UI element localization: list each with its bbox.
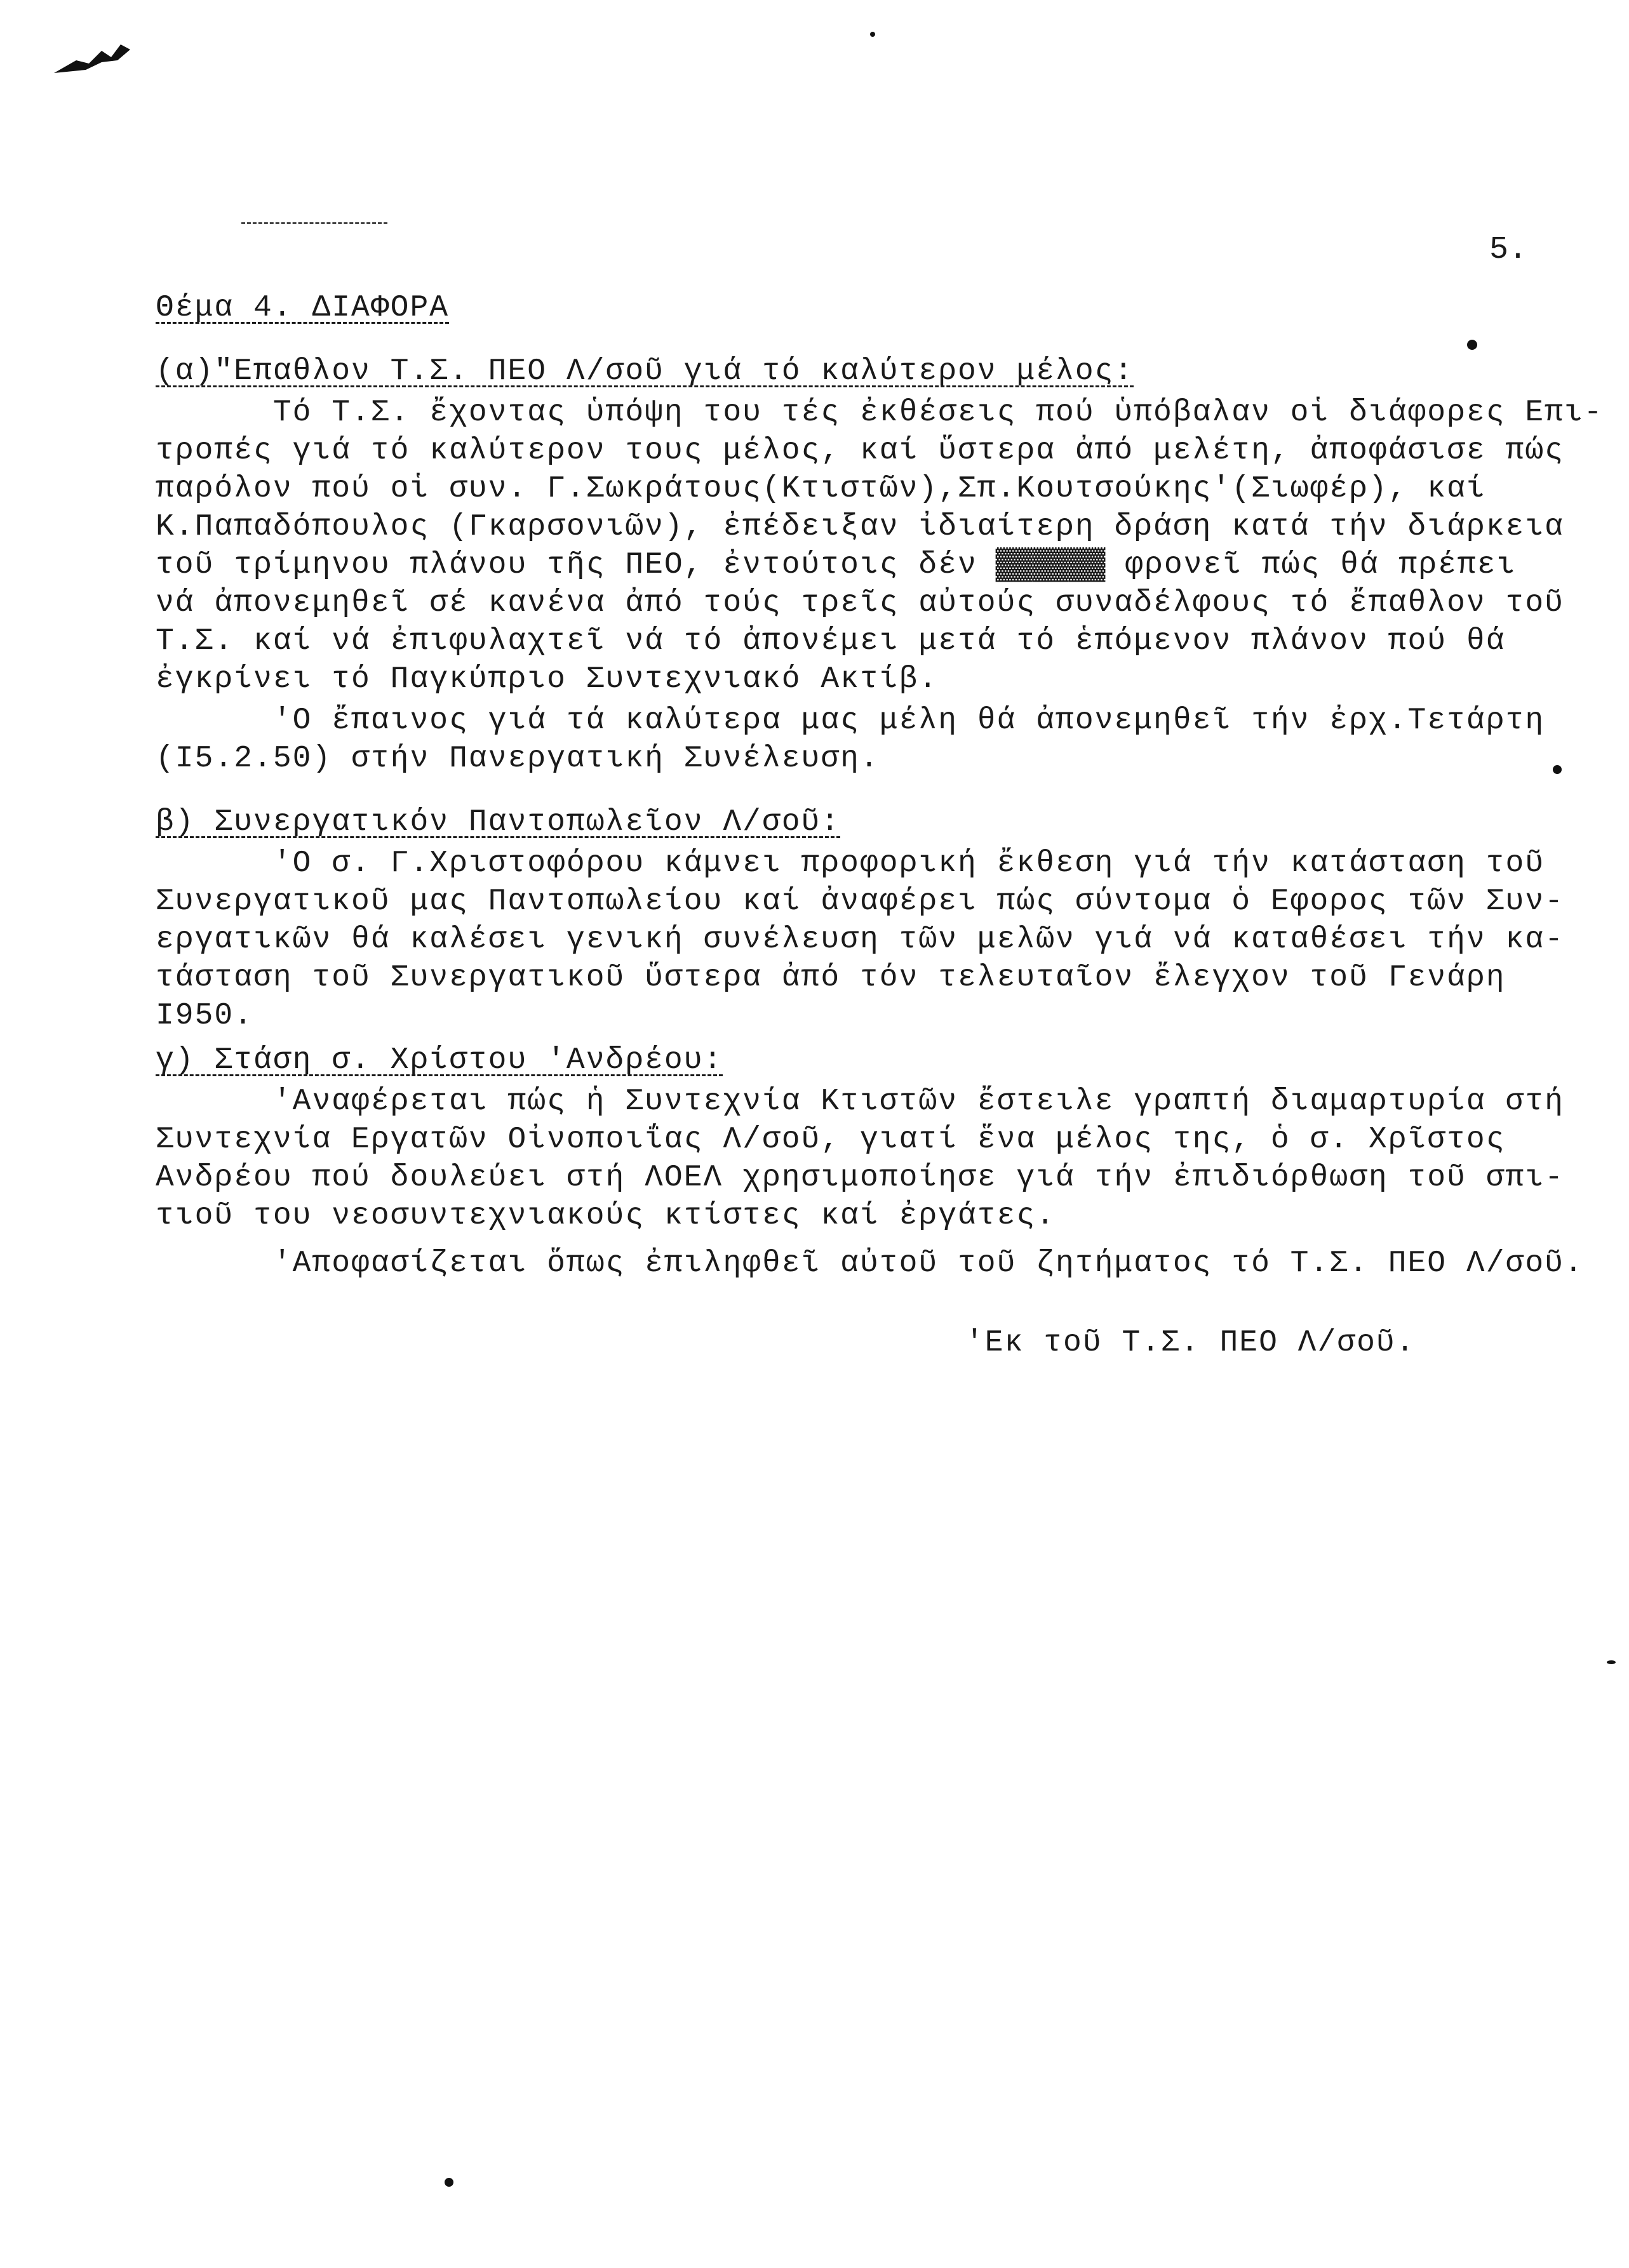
section-a-line [156, 546, 1516, 584]
section-a-line: παρόλον πού οἱ συν. Γ.Σωκράτους(Κτιστῶν),Σπ.Κουτσούκης'(Σιωφέρ), καί [156, 472, 1486, 506]
page-number: 5. [1489, 232, 1528, 268]
section-c-line: 'Αποφασίζεται ὅπως ἐπιληφθεῖ αὐτοῦ τοῦ ζητήματος τό Τ.Σ. ΠΕΟ Λ/σοῦ. [156, 1246, 1584, 1281]
section-a-line-end: φρονεῖ πώς θά πρέπει [1105, 548, 1517, 582]
ink-speck [1467, 340, 1477, 350]
ink-smudge [51, 38, 133, 76]
section-b-line: Ι950. [156, 999, 254, 1033]
section-c-line: Συντεχνία Εργατῶν Οἰνοποιΐας Λ/σοῦ, γιατί ἕνα μέλος της, ὁ σ. Χρῖστος [156, 1123, 1506, 1157]
section-a-line: Τ.Σ. καί νά ἐπιφυλαχτεῖ νά τό ἀπονέμει μετά τό ἑπόμενον πλάνον πού θά [156, 624, 1506, 658]
section-c-title: γ) Στάση σ. Χρίστου 'Ανδρέου: [156, 1043, 723, 1077]
signature: 'Εκ τοῦ Τ.Σ. ΠΕΟ Λ/σοῦ. [965, 1326, 1416, 1360]
section-a-line: τροπές γιά τό καλύτερον τους μέλος, καί ὕστερα ἀπό μελέτη, ἀποφάσισε πώς [156, 434, 1564, 468]
section-a-line: ἐγκρίνει τό Παγκύπριο Συντεχνιακό Ακτίβ. [156, 662, 939, 697]
section-c-line: 'Αναφέρεται πώς ἡ Συντεχνία Κτιστῶν ἔστειλε γραπτή διαμαρτυρία στή [156, 1084, 1564, 1119]
section-b-line: 'Ο σ. Γ.Χριστοφόρου κάμνει προφορική ἔκθεση γιά τήν κατάσταση τοῦ [156, 846, 1545, 881]
section-a-line-start: τοῦ τρίμηνου πλάνου τῆς ΠΕΟ, ἐντούτοις δέν [156, 548, 977, 582]
section-a-line: Τό Τ.Σ. ἔχοντας ὑπόψη του τές ἐκθέσεις πού ὑπόβαλαν οἱ διάφορες Επι- [156, 396, 1604, 430]
section-b-line: Συνεργατικοῦ μας Παντοπωλείου καί ἀναφέρει πώς σύντομα ὁ Εφορος τῶν Συν- [156, 884, 1564, 919]
section-a-line: (Ι5.2.50) στήν Πανεργατική Συνέλευση. [156, 742, 880, 776]
section-a-title: (α)"Επαθλον Τ.Σ. ΠΕΟ Λ/σοῦ γιά τό καλύτερον μέλος: [156, 354, 1134, 389]
ink-speck [1607, 1660, 1616, 1664]
ink-speck [1553, 765, 1562, 774]
faint-dash-line [241, 222, 387, 224]
section-b-line: τάσταση τοῦ Συνεργατικοῦ ὕστερα ἀπό τόν τελευταῖον ἔλεγχον τοῦ Γενάρη [156, 961, 1506, 995]
section-b-line: εργατικῶν θά καλέσει γενική συνέλευση τῶν μελῶν γιά νά καταθέσει τήν κα- [156, 923, 1564, 957]
ink-speck [445, 2178, 453, 2187]
section-a-line: 'Ο ἔπαινος γιά τά καλύτερα μας μέλη θά ἀπονεμηθεῖ τήν ἐρχ.Τετάρτη [156, 704, 1545, 738]
section-c-line: τιοῦ του νεοσυντεχνιακούς κτίστες καί ἐργάτες. [156, 1199, 1056, 1233]
section-a-line: νά ἀπονεμηθεῖ σέ κανένα ἀπό τούς τρεῖς αὐτούς συναδέλφους τό ἔπαθλον τοῦ [156, 586, 1564, 620]
section-c-line: Ανδρέου πού δουλεύει στή ΛΟΕΛ χρησιμοποίησε γιά τήν ἐπιδιόρθωση τοῦ σπι- [156, 1161, 1564, 1195]
struck-text: ▓▓▓▓▓▓ [977, 548, 1106, 582]
section-heading: Θέμα 4. ΔΙΑΦΟΡΑ [156, 291, 450, 325]
section-b-title: β) Συνεργατικόν Παντοπωλεῖον Λ/σοῦ: [156, 805, 841, 839]
ink-speck [870, 32, 875, 37]
section-a-line: Κ.Παπαδόπουλος (Γκαρσονιῶν), ἐπέδειξαν ἰδιαίτερη δράση κατά τήν διάρκεια [156, 510, 1564, 544]
